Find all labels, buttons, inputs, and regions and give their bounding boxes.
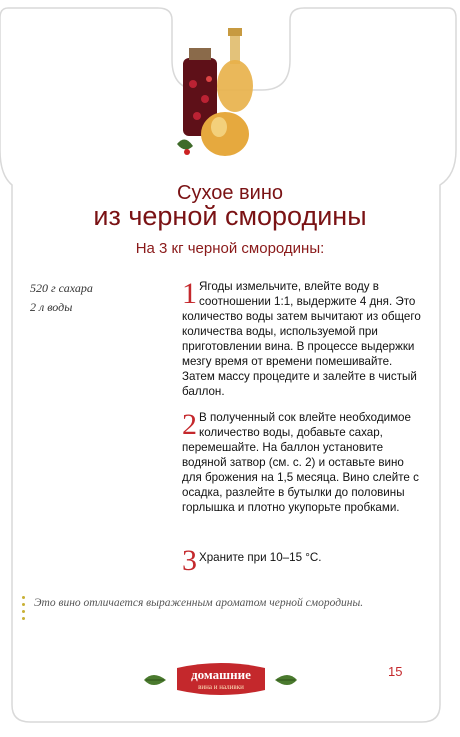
leaf-left-icon	[143, 672, 167, 688]
ingredient-item: 2 л воды	[30, 300, 73, 314]
recipe-note: Это вино отличается выраженным ароматом черной смородины.	[34, 597, 364, 609]
step-text: В полученный сок влейте необходимое количество воды, добавьте сахар, перемешайте. На баллон установите водяной затвор (см. с. 2) и оставьте вино для брожения на 1,5 месяца. Вино слейте с осадка, разлейте в бутылки до половины горлышка и плотно укупорьте пробками.	[182, 411, 419, 514]
domashnie-logo	[173, 662, 269, 696]
recipe-subtitle: На 3 кг черной смородины:	[135, 240, 325, 257]
step-number: 1	[182, 277, 197, 310]
recipe-title-line2: из черной смородины	[93, 201, 367, 231]
step-1	[182, 279, 422, 399]
ingredient-item: 520 г сахара	[30, 281, 93, 295]
step-text: Ягоды измельчите, влейте воду в соотношении 1:1, выдержите 4 дня. Это количество воды затем вычитают из общего количества воды, используемой при приготовлении вина. В процессе выдержки мезгу время от времени помешивайте. Затем массу процедите и залейте в чистый баллон.	[182, 280, 421, 398]
step-text: Храните при 10–15 °С.	[199, 551, 322, 564]
wine-bottles-image	[175, 24, 270, 162]
step-number: 3	[182, 544, 197, 577]
ingredients-list	[30, 279, 93, 317]
note-dots-decoration	[22, 596, 28, 624]
recipe-title-line1: Сухое вино	[177, 182, 283, 204]
step-2	[182, 410, 422, 515]
leaf-right-icon	[274, 672, 298, 688]
step-number: 2	[182, 408, 197, 441]
page-number: 15	[388, 664, 403, 679]
logo-text-main: домашние	[191, 667, 251, 682]
logo-text-sub: вина и наливки	[198, 683, 244, 691]
step-3	[182, 546, 422, 575]
